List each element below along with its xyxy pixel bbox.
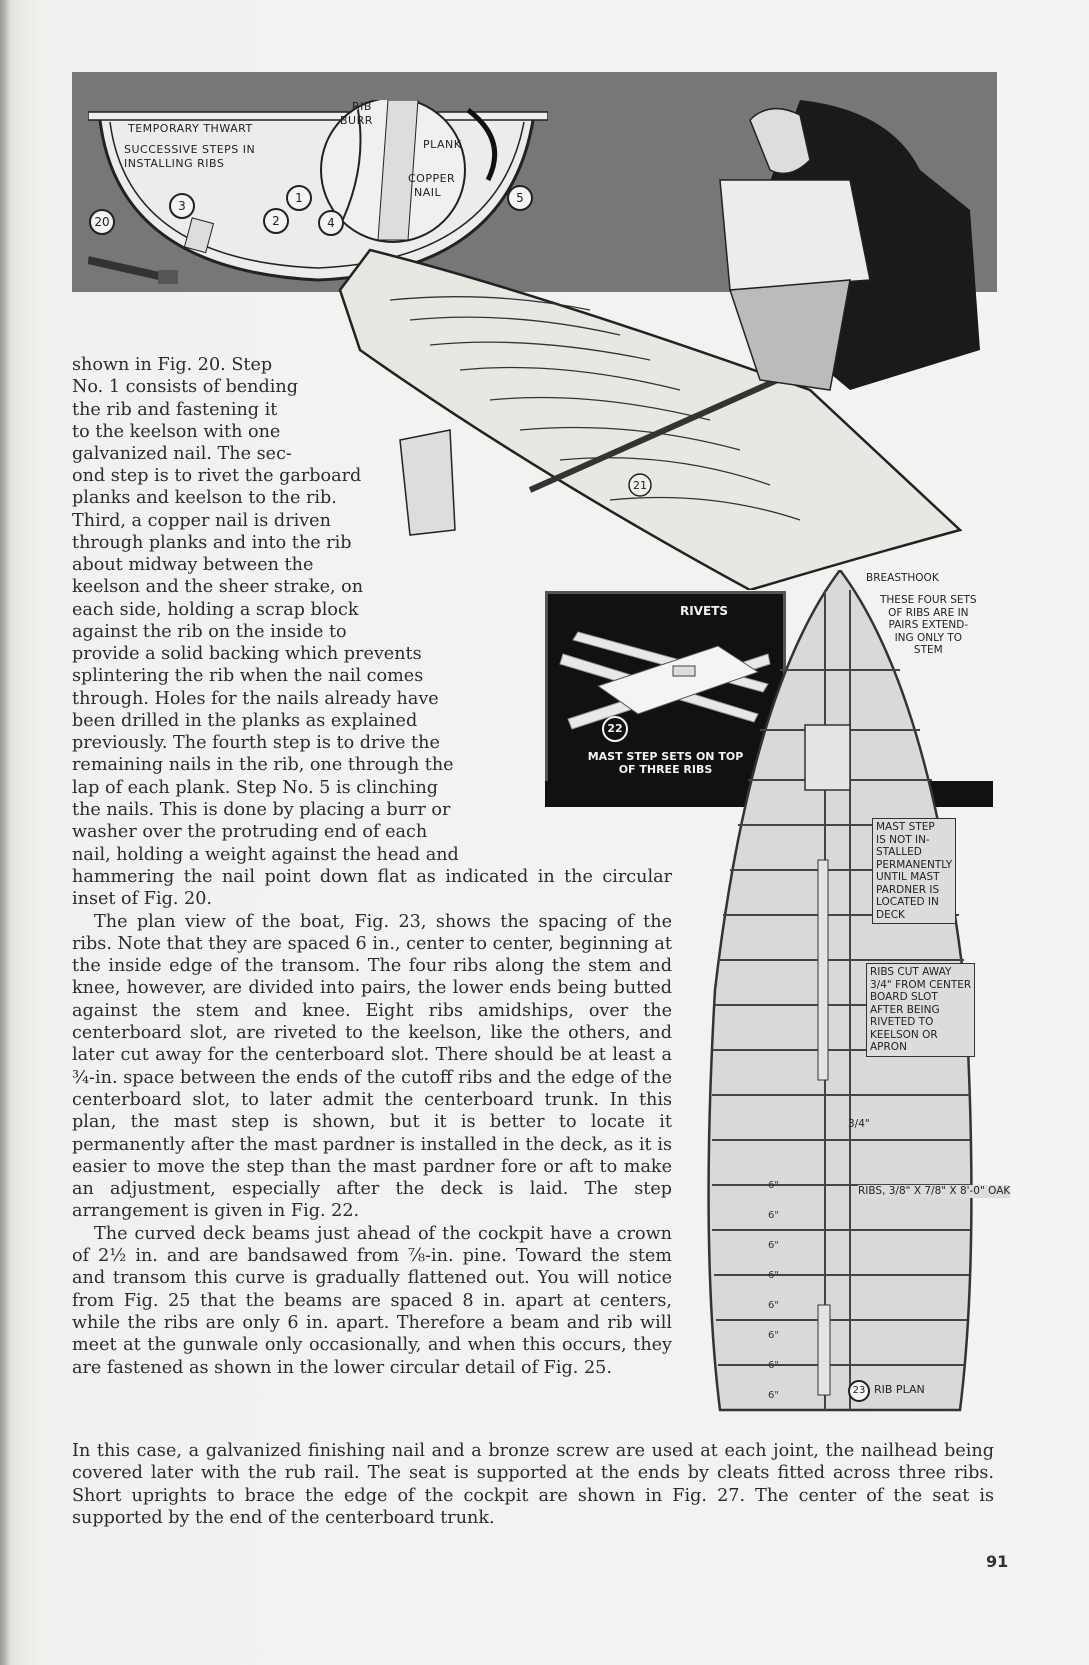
note-line: KEELSON OR: [870, 1028, 938, 1041]
fig23-number-badge: 23: [848, 1380, 870, 1402]
note-line: AFTER BEING: [870, 1003, 940, 1016]
text-line: previously. The fourth step is to drive the: [72, 733, 440, 754]
text-line: provide a solid backing which prevents: [72, 644, 422, 664]
paragraph: The plan view of the boat, Fig. 23, shows the spacing of the ribs. Note that they are spaced 6 in., center to center, beginning at the inside edge of the transom. The four ribs along the stem and knee, however, are divided into pairs, the lower ends being butted against the stem and knee. Eight ribs amidships, over the centerboard slot, are riveted to the keelson, like the others, and later cut away for the centerboard slot. There should be at least a ¾-in. space between the ends of the cutoff ribs and the edge of the centerboard slot, to later admit the centerboard trunk. In this plan, the mast step is shown, but it is better to locate it permanently after the mast pardner is installed in the deck, as it is easier to move the step than the mast pardner fore or aft to make an adjustment, especially after the deck is laid. The step arrangement is given in Fig. 22.: [72, 911, 672, 1222]
spacing-label: 6": [768, 1300, 779, 1311]
label-rib: RIB: [352, 100, 372, 113]
spacing-label: 6": [768, 1330, 779, 1341]
body-text-column-3: [72, 643, 522, 866]
step-2-badge: 2: [263, 208, 289, 234]
breasthook-label: BREASTHOOK: [866, 572, 939, 584]
text-line: No. 1 consists of bending: [72, 377, 298, 398]
body-text-full-width: [72, 1440, 994, 1529]
text-line: shown in Fig. 20. Step: [72, 355, 273, 375]
rivets-label: RIVETS: [680, 604, 729, 618]
ribs-cut-away-note: [866, 963, 975, 1057]
note-line: DECK: [876, 908, 905, 921]
label-nail: NAIL: [414, 186, 442, 199]
spacing-label: 6": [768, 1180, 779, 1191]
text-line: galvanized nail. The sec-: [72, 444, 292, 465]
mast-step-note: [872, 818, 956, 924]
text-line: nail, holding a weight against the head and: [72, 844, 459, 865]
spacing-label: 6": [768, 1360, 779, 1371]
rib-plan-title: RIB PLAN: [874, 1383, 925, 1396]
note-line: OF RIBS ARE IN: [888, 606, 969, 619]
binding-shadow: [0, 0, 10, 1665]
note-line: 3/4" FROM CENTER: [870, 978, 972, 991]
note-line: STALLED: [876, 846, 922, 858]
text-line: remaining nails in the rib, one through the: [72, 755, 454, 776]
note-line: APRON: [870, 1041, 907, 1053]
text-line: the nails. This is done by placing a burr or: [72, 800, 451, 821]
page-number: 91: [986, 1552, 1009, 1571]
ribs-pairs-note: [880, 594, 977, 657]
text-line: planks and keelson to the rib.: [72, 488, 337, 509]
spacing-label: 6": [768, 1210, 779, 1221]
paragraph: The curved deck beams just ahead of the cockpit have a crown of 2½ in. and are bandsawed from ⅞-in. pine. Toward the stem and transom this curve is gradually flattened out. You will notice from Fig. 25 that the beams are spaced 8 in. apart at centers, while the ribs are only 6 in. apart. Therefore a beam and rib will meet at the gunwale only occasionally, and when this occurs, they are fastened as shown in the lower circular detail of Fig. 25.: [72, 1223, 672, 1378]
label-copper: COPPER: [408, 172, 456, 185]
note-line: PAIRS EXTEND-: [888, 619, 969, 631]
text-line: ond step is to rivet the garboard: [72, 466, 362, 486]
note-line: RIVETED TO: [870, 1016, 934, 1028]
text-line: Third, a copper nail is driven: [72, 510, 331, 531]
fig20-number-badge: 20: [89, 209, 115, 235]
body-text-column-2: [72, 465, 402, 643]
text-line: against the rib on the inside to: [72, 622, 347, 643]
text-line: about midway between the: [72, 555, 314, 576]
note-line: IS NOT IN-: [876, 833, 930, 846]
label-plank: PLANK: [423, 138, 462, 151]
paragraph: hammering the nail point down flat as indicated in the circular inset of Fig. 20.: [72, 867, 672, 910]
note-line: ING ONLY TO: [894, 631, 963, 644]
fig21-number: 21: [633, 479, 647, 492]
text-line: splintering the rib when the nail comes: [72, 666, 424, 687]
spacing-label: 6": [768, 1390, 779, 1401]
body-text-narrow-column: [72, 354, 328, 465]
note-line: PARDNER IS: [876, 883, 940, 896]
text-line: keelson and the sheer strake, on: [72, 577, 364, 598]
note-line: LOCATED IN: [876, 896, 939, 908]
fig22-caption-line2: OF THREE RIBS: [618, 763, 713, 776]
fig21-boat-building-illustration: [330, 90, 1000, 590]
fig20-title-line2: INSTALLING RIBS: [124, 157, 225, 170]
label-temporary-thwart: TEMPORARY THWART: [128, 122, 253, 135]
step-4-badge: 4: [318, 210, 344, 236]
body-text-main-column: [72, 866, 672, 1379]
note-line: RIBS CUT AWAY: [870, 966, 952, 978]
step-5-badge: 5: [507, 185, 533, 211]
gap-dimension-label: 3/4": [848, 1118, 870, 1130]
note-line: THESE FOUR SETS: [880, 594, 977, 606]
note-line: BOARD SLOT: [870, 991, 938, 1003]
text-line: lap of each plank. Step No. 5 is clinching: [72, 777, 439, 798]
text-line: the rib and fastening it: [72, 399, 278, 420]
ribs-spec-label: RIBS, 3/8" X 7/8" X 8'-0" OAK: [858, 1185, 1011, 1197]
text-line: each side, holding a scrap block: [72, 599, 359, 620]
step-1-badge: 1: [286, 185, 312, 211]
text-line: been drilled in the planks as explained: [72, 710, 418, 731]
text-line: washer over the protruding end of each: [72, 822, 428, 843]
fig20-title-line1: SUCCESSIVE STEPS IN: [124, 143, 256, 156]
note-line: PERMANENTLY: [876, 858, 953, 871]
text-line: to the keelson with one: [72, 421, 281, 442]
label-burr: BURR: [340, 114, 373, 127]
fig22-caption-line1: MAST STEP SETS ON TOP: [587, 750, 744, 763]
spacing-label: 6": [768, 1270, 779, 1281]
spacing-label: 6": [768, 1240, 779, 1251]
text-line: through. Holes for the nails already have: [72, 688, 439, 709]
text-line: through planks and into the rib: [72, 532, 352, 553]
paragraph: In this case, a galvanized finishing nail and a bronze screw are used at each joint, the nailhead being covered later with the rub rail. The seat is supported at the ends by cleats fitted across three ribs. Short uprights to brace the edge of the cockpit are shown in Fig. 27. The center of the seat is supported by the end of the centerboard trunk.: [72, 1441, 994, 1528]
note-line: UNTIL MAST: [876, 871, 940, 883]
fig22-number-badge: 22: [602, 716, 628, 742]
note-line: STEM: [913, 644, 943, 656]
note-line: MAST STEP: [876, 821, 935, 833]
step-3-badge: 3: [169, 193, 195, 219]
